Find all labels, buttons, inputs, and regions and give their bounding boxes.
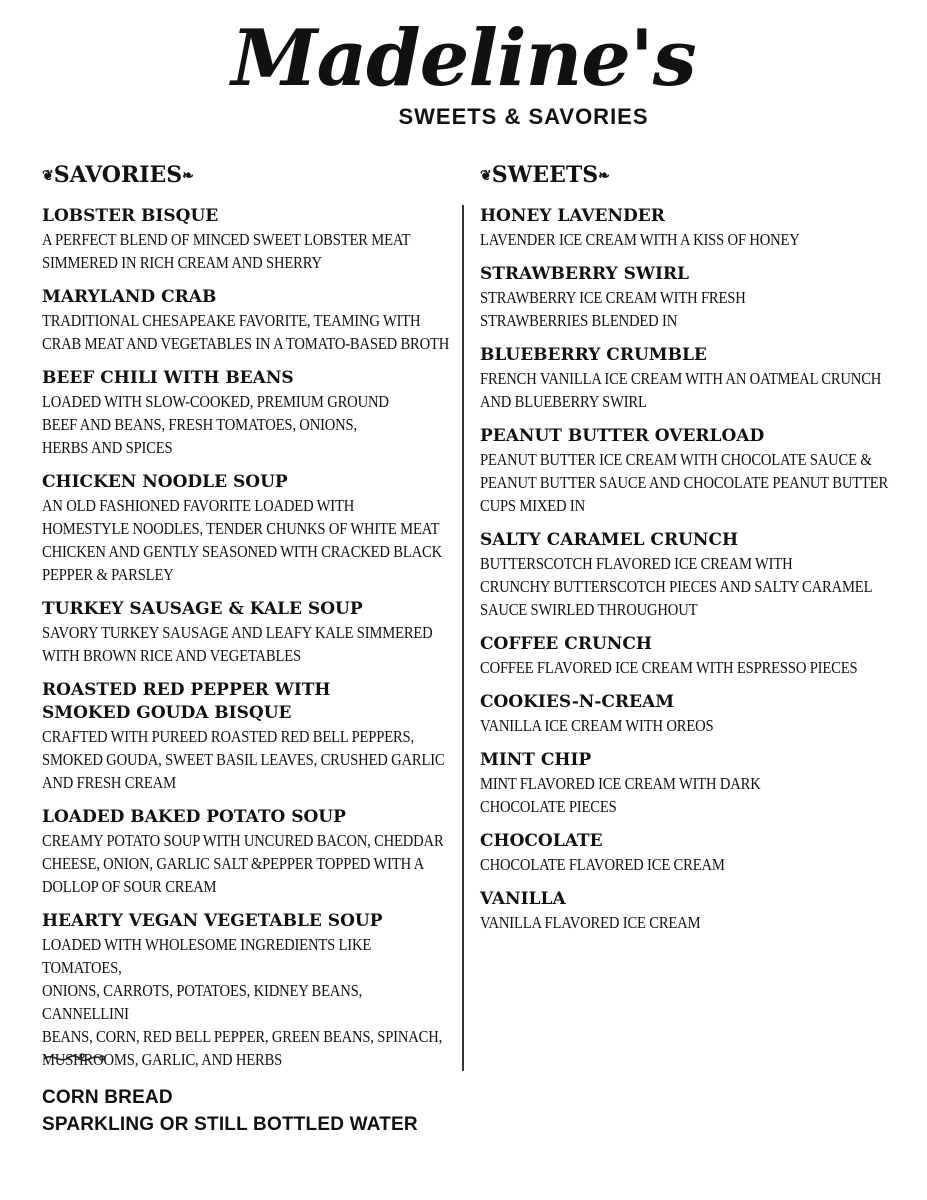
menu-item — [480, 529, 900, 621]
menu-item-name: COOKIES-N-CREAM — [480, 692, 675, 712]
logo-tagline: SWEETS & SAVORIES — [398, 104, 649, 129]
menu-item-name: LOBSTER BISQUE — [42, 206, 219, 226]
menu-item — [42, 471, 452, 586]
flourish-left-icon: ❦ — [42, 168, 54, 184]
menu-item — [480, 344, 900, 413]
menu-item — [480, 633, 900, 679]
menu-item-name: COFFEE CRUNCH — [480, 634, 652, 654]
menu-item-description: TRADITIONAL CHESAPEAKE FAVORITE, TEAMING WITH CRAB MEAT AND VEGETABLES IN A TOMATO-BASED BROTH — [42, 311, 450, 353]
menu-item-name: MARYLAND CRAB — [42, 287, 217, 307]
menu-item-description: FRENCH VANILLA ICE CREAM WITH AN OATMEAL CRUNCH AND BLUEBERRY SWIRL — [480, 369, 882, 411]
brand-logo — [0, 13, 927, 130]
menu-item-description: CREAMY POTATO SOUP WITH UNCURED BACON, CHEDDAR CHEESE, ONION, GARLIC SALT &PEPPER TOPPED WITH A DOLLOP OF SOUR CREAM — [42, 831, 444, 896]
menu-item-description: VANILLA ICE CREAM WITH OREOS — [480, 716, 714, 735]
menu-item-name: HONEY LAVENDER — [480, 206, 665, 226]
menu-item-name: MINT CHIP — [480, 750, 592, 770]
menu-item-name: BEEF CHILI WITH BEANS — [42, 368, 294, 388]
menu-item — [42, 367, 452, 459]
menu-item-name: PEANUT BUTTER OVERLOAD — [480, 426, 765, 446]
menu-item-name: TURKEY SAUSAGE & KALE SOUP — [42, 599, 363, 619]
savories-section — [42, 160, 452, 1083]
menu-item-description: CRAFTED WITH PUREED ROASTED RED BELL PEPPERS, SMOKED GOUDA, SWEET BASIL LEAVES, CRUSHED GARLIC AND FRESH CREAM — [42, 727, 445, 792]
swirl-ornament-icon — [42, 1050, 106, 1066]
menu-item-description: COFFEE FLAVORED ICE CREAM WITH ESPRESSO PIECES — [480, 658, 858, 677]
menu-item — [42, 806, 452, 898]
menu-item — [42, 205, 452, 274]
flourish-right-icon: ❧ — [182, 168, 194, 184]
sweets-list — [480, 205, 900, 934]
menu-item — [480, 691, 900, 737]
menu-item-name: STRAWBERRY SWIRL — [480, 264, 690, 284]
menu-item — [480, 830, 900, 876]
menu-item-name: BLUEBERRY CRUMBLE — [480, 345, 707, 365]
menu-item — [42, 598, 452, 667]
menu-item — [42, 679, 452, 794]
menu-item-name: CHOCOLATE — [480, 831, 603, 851]
menu-item-description: MINT FLAVORED ICE CREAM WITH DARK CHOCOLATE PIECES — [480, 774, 761, 816]
menu-item-description: LOADED WITH WHOLESOME INGREDIENTS LIKE TOMATOES, ONIONS, CARROTS, POTATOES, KIDNEY BEANS, CANNELLINI BEANS, CORN, RED BELL PEPPER, GREEN BEANS, SPINACH, MUSHROOMS, GARLIC, AND HERBS — [42, 935, 443, 1069]
extra-item: SPARKLING OR STILL BOTTLED WATER — [42, 1114, 418, 1135]
menu-item-description: CHOCOLATE FLAVORED ICE CREAM — [480, 855, 725, 874]
extra-item: CORN BREAD — [42, 1087, 173, 1108]
menu-item-name: ROASTED RED PEPPER WITH SMOKED GOUDA BISQUE — [42, 680, 331, 723]
menu-item-description: PEANUT BUTTER ICE CREAM WITH CHOCOLATE SAUCE & PEANUT BUTTER SAUCE AND CHOCOLATE PEANUT BUTTER CUPS MIXED IN — [480, 450, 889, 515]
sweets-heading — [480, 160, 900, 191]
menu-item-name: SALTY CARAMEL CRUNCH — [480, 530, 739, 550]
logo-wordmark: Madeline's — [231, 13, 696, 104]
menu-item-description: LAVENDER ICE CREAM WITH A KISS OF HONEY — [480, 230, 800, 249]
savories-list — [42, 205, 452, 1071]
menu-item-description: A PERFECT BLEND OF MINCED SWEET LOBSTER MEAT SIMMERED IN RICH CREAM AND SHERRY — [42, 230, 411, 272]
menu-item — [480, 425, 900, 517]
extras-list — [42, 1084, 418, 1138]
flourish-left-icon: ❦ — [480, 168, 492, 184]
menu-item — [480, 888, 900, 934]
column-divider — [462, 205, 464, 1071]
menu-item-description: VANILLA FLAVORED ICE CREAM — [480, 913, 701, 932]
sweets-title: SWEETS — [491, 162, 599, 188]
menu-item — [480, 205, 900, 251]
menu-item-name: HEARTY VEGAN VEGETABLE SOUP — [42, 911, 383, 931]
savories-title: SAVORIES — [53, 162, 183, 188]
menu-item — [480, 263, 900, 332]
flourish-right-icon: ❧ — [598, 168, 610, 184]
savories-heading — [42, 160, 452, 191]
menu-item — [42, 286, 452, 355]
menu-item — [42, 910, 452, 1071]
menu-item-description: STRAWBERRY ICE CREAM WITH FRESH STRAWBERRIES BLENDED IN — [480, 288, 746, 330]
sweets-section — [480, 160, 900, 946]
menu-item-description: AN OLD FASHIONED FAVORITE LOADED WITH HOMESTYLE NOODLES, TENDER CHUNKS OF WHITE MEAT CHICKEN AND GENTLY SEASONED WITH CRACKED BLACK PEPPER & PARSLEY — [42, 496, 442, 584]
menu-item-description: SAVORY TURKEY SAUSAGE AND LEAFY KALE SIMMERED WITH BROWN RICE AND VEGETABLES — [42, 623, 433, 665]
menu-item-name: LOADED BAKED POTATO SOUP — [42, 807, 346, 827]
menu-item-name: VANILLA — [480, 889, 566, 909]
menu-item-description: LOADED WITH SLOW-COOKED, PREMIUM GROUND BEEF AND BEANS, FRESH TOMATOES, ONIONS, HERBS AND SPICES — [42, 392, 389, 457]
menu-item-name: CHICKEN NOODLE SOUP — [42, 472, 288, 492]
menu-item — [480, 749, 900, 818]
menu-item-description: BUTTERSCOTCH FLAVORED ICE CREAM WITH CRUNCHY BUTTERSCOTCH PIECES AND SALTY CARAMEL SAUCE SWIRLED THROUGHOUT — [480, 554, 873, 619]
